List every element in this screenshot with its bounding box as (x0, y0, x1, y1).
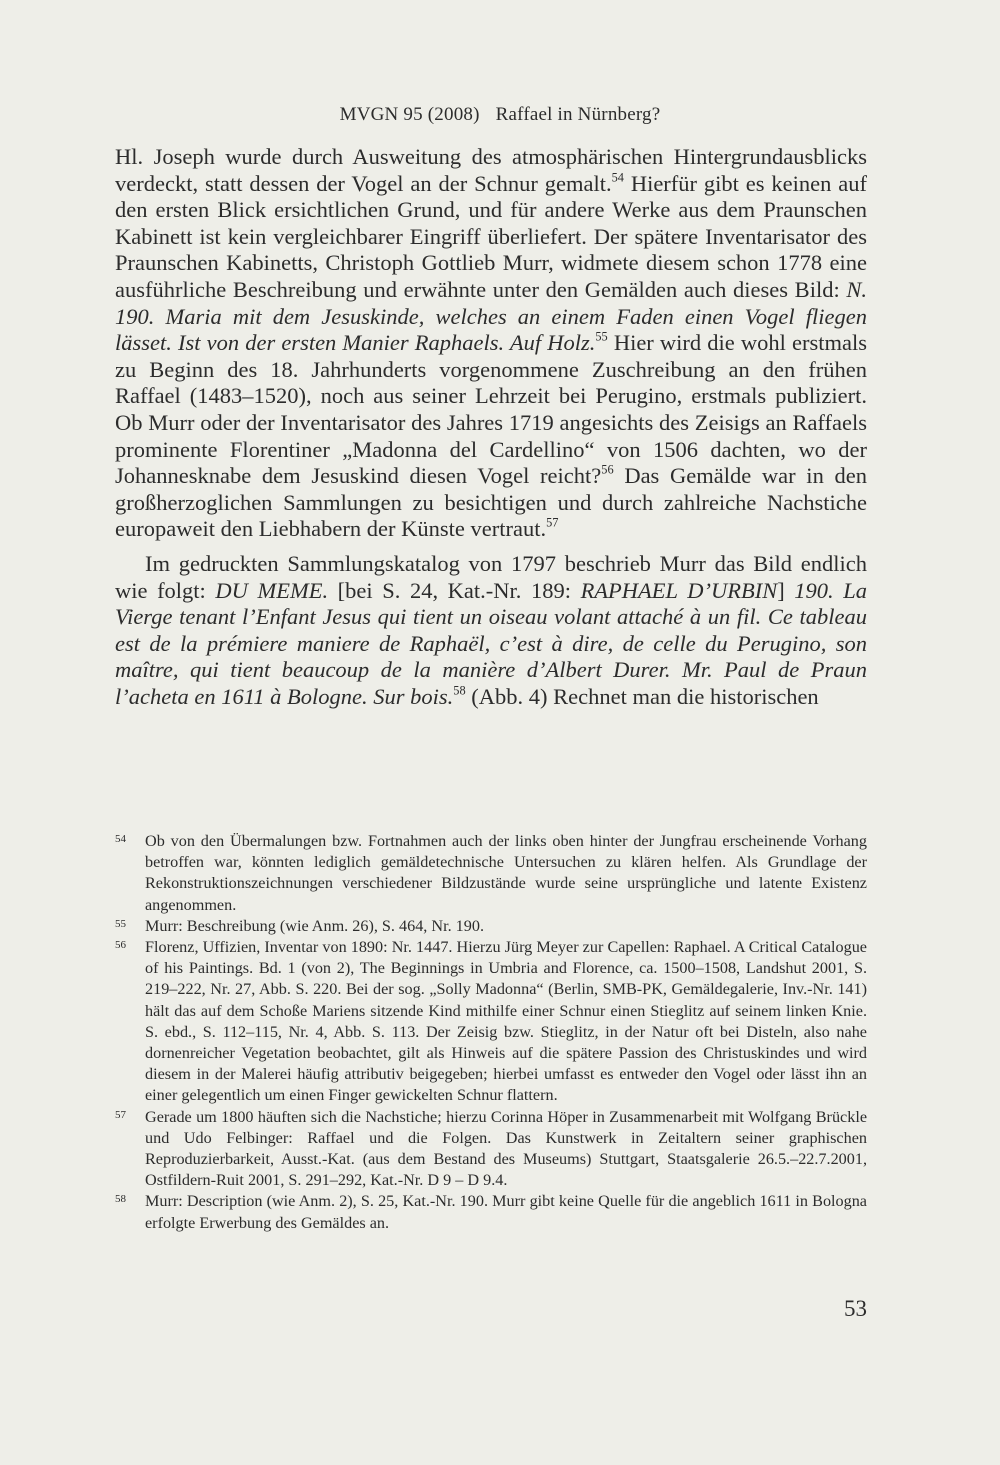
page-number: 53 (844, 1296, 867, 1321)
footnote-text: Ob von den Übermalungen bzw. Fortnahmen auch der links oben hinter der Jungfrau erscheinende Vorhang betroffen war, könnten lediglich gemäldetechnische Untersuchen zu klären helfen. Als Grundlage der Rekonstruktionszeichnungen verschiedener Bildzustände wurde seine ursprüngliche und latente Existenz angenommen. (145, 832, 867, 914)
header-title: Raffael in Nürnberg? (495, 104, 661, 125)
text-run: ] (777, 577, 795, 603)
text-run: Hier wird die wohl erstmals zu Beginn des 18. Jahrhunderts vorgenommene Zuschreibung an den frühen Raffael (1483–1520), noch aus seiner Lehrzeit bei Perugino, erstmals publiziert. Ob Murr oder der Inventarisator des Jahres 1719 angesichts des Zeisigs an Raffaels prominente Florentiner „Madonna del Cardellino“ von 1506 dachten, wo der Johannesknabe dem Jesuskind diesen Vogel reicht? (115, 330, 867, 489)
italic-quote: N. 190. Maria mit dem Jesuskinde, welches an einem Faden einen Vogel fliegen lässet. Ist von der ersten Manier Raphaels. Auf Holz. (115, 276, 867, 356)
footnote-56 (115, 937, 867, 1107)
text-run: (Abb. 4) Rechnet man die historischen (465, 683, 819, 709)
footnote-55 (115, 916, 867, 937)
footnote-ref: 55 (595, 329, 608, 344)
footnote-57 (115, 1107, 867, 1192)
text-run: Im gedruckten Sammlungskatalog von 1797 beschrieb Murr das Bild endlich wie folgt: (115, 550, 867, 603)
footnote-text: Murr: Description (wie Anm. 2), S. 25, Kat.-Nr. 190. Murr gibt keine Quelle für die angeblich 1611 in Bologna erfolgte Erwerbung des Gemäldes an. (145, 1192, 867, 1232)
footnote-ref: 56 (601, 462, 614, 477)
footnote-text: Gerade um 1800 häuften sich die Nachstiche; hierzu Corinna Höper in Zusammenarbeit mit Wolfgang Brückle und Udo Felbinger: Raffael und die Folgen. Das Kunstwerk in Zeitaltern seiner graphischen Reproduzierbarkeit, Ausst.-Kat. (aus dem Bestand des Museums) Stuttgart, Staatsgalerie 26.5.–22.7.2001, Ostfildern-Ruit 2001, S. 291–292, Kat.-Nr. D 9 – D 9.4. (145, 1107, 867, 1190)
footnote-ref: 57 (546, 516, 559, 531)
footnote-ref: 54 (611, 170, 624, 185)
paragraph-1 (115, 144, 867, 543)
footnote-number: 57 (115, 1108, 126, 1121)
text-run: Hl. Joseph wurde durch Ausweitung des atmosphärischen Hintergrundausblicks verdeckt, statt dessen der Vogel an der Schnur gemalt. (115, 144, 867, 196)
italic-quote: RAPHAEL D’URBIN (580, 577, 778, 603)
footnote-text: Florenz, Uffizien, Inventar von 1890: Nr. 1447. Hierzu Jürg Meyer zur Capellen: Raphael. A Critical Catalogue of his Paintings. Bd. 1 (von 2), The Beginnings in Umbria and Florence, ca. 1500–1508, Landshut 2001, S. 219–222, Nr. 27, Abb. S. 220. Bei der sog. „Solly Madonna“ (Berlin, SMB-PK, Gemäldegalerie, Inv.-Nr. 141) hält das auf dem Schoße Mariens sitzende Kind mithilfe einer Schnur einen Stieglitz auf seinem linken Knie. S. ebd., S. 112–115, Nr. 4, Abb. S. 113. Der Zeisig bzw. Stieglitz, in der Natur oft bei Disteln, also nahe dornenreicher Vegetation beobachtet, gilt als Hinweis auf die spätere Passion des Christuskindes und wird diesem in der Malerei häufig attributiv beigegeben; hierbei umfasst es entweder den Vogel oder lässt ihn an einer gelegentlich um einen Finger gewickelten Schnur flattern. (145, 938, 867, 1105)
footnote-text: Murr: Beschreibung (wie Anm. 26), S. 464, Nr. 190. (145, 916, 485, 935)
footnote-number: 56 (115, 939, 126, 952)
footnote-number: 58 (115, 1193, 126, 1206)
footnote-54 (115, 831, 867, 916)
running-header (0, 104, 1000, 126)
text-run: Hierfür gibt es keinen auf den ersten Blick ersichtlichen Grund, und für andere Werke aus dem Praunschen Kabinett ist kein vergleichbarer Eingriff überliefert. Der spätere Inventarisator des Praunschen Kabinetts, Christoph Gottlieb Murr, widmete diesem schon 1778 eine ausführliche Beschreibung und erwähnte unter den Gemälden auch dieses Bild: (115, 170, 867, 302)
paragraph-2 (115, 551, 867, 711)
italic-quote: 190. La Vierge tenant l’Enfant Jesus qui tient un oiseau volant attaché à un fil. Ce tableau est de la prémiere maniere de Raphaël, c’est à dire, de celle du Perugino, son maître, qui tient beaucoup de la manière d’Albert Durer. Mr. Paul de Praun l’acheta en 1611 à Bologne. Sur bois. (115, 577, 868, 709)
footnote-number: 55 (115, 917, 126, 930)
footnote-ref: 58 (453, 683, 466, 698)
header-journal: MVGN 95 (2008) (339, 104, 480, 125)
text-run: Das Gemälde war in den großherzoglichen Sammlungen zu besichtigen und durch zahlreiche Nachstiche europaweit den Liebhabern der Künste vertraut. (115, 463, 867, 542)
footnotes (115, 831, 867, 1234)
text-run: [bei S. 24, Kat.-Nr. 189: (328, 577, 581, 603)
footnote-58 (115, 1191, 867, 1233)
italic-quote: DU MEME. (215, 577, 329, 603)
footnote-number: 54 (115, 833, 126, 845)
main-text (115, 144, 867, 710)
